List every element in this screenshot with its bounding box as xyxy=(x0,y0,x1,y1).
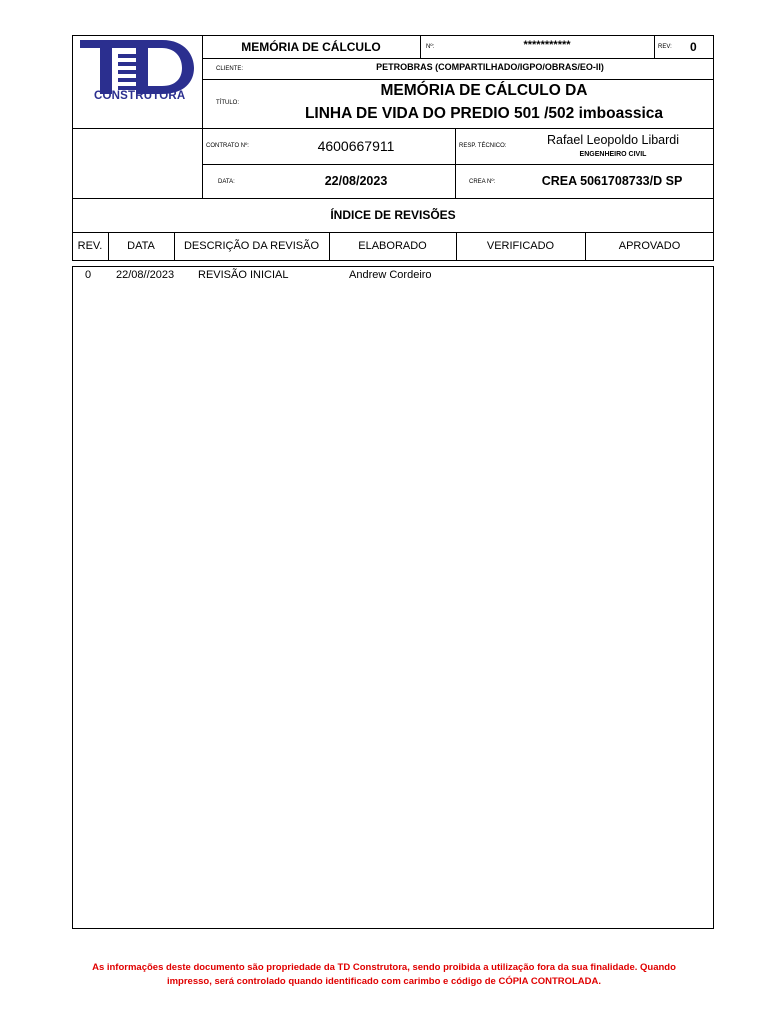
divider xyxy=(72,128,714,129)
col-header-data: DATA xyxy=(127,240,155,252)
cliente-label: CLIENTE: xyxy=(216,66,244,72)
company-logo xyxy=(78,38,196,104)
resp-name: Rafael Leopoldo Libardi xyxy=(546,133,680,147)
row-descricao: REVISÃO INICIAL xyxy=(198,269,289,281)
rev-label: REV: xyxy=(658,44,672,50)
divider xyxy=(202,79,714,80)
resp-role: ENGENHEIRO CIVIL xyxy=(579,151,647,158)
crea-value: CREA 5061708733/D SP xyxy=(541,174,683,188)
row-rev: 0 xyxy=(85,269,92,281)
rev-value: 0 xyxy=(690,40,697,54)
resp-label: RESP. TÉCNICO: xyxy=(459,143,507,149)
cliente-value: PETROBRAS (COMPARTILHADO/IGPO/OBRAS/EO-II) xyxy=(376,62,604,72)
numero-label: Nº: xyxy=(426,44,435,50)
col-header-descricao: DESCRIÇÃO DA REVISÃO xyxy=(183,240,320,252)
revisions-body xyxy=(72,266,714,929)
titulo-line2: LINHA DE VIDA DO PREDIO 501 /502 imboassica xyxy=(304,105,664,122)
divider xyxy=(420,35,421,58)
contrato-value: 4600667911 xyxy=(317,138,395,154)
row-data: 22/08//2023 xyxy=(116,269,175,281)
titulo-line1: MEMÓRIA DE CÁLCULO DA xyxy=(380,82,588,99)
divider xyxy=(455,128,456,198)
company-name: CONSTRUTORA xyxy=(94,90,186,102)
divider xyxy=(72,232,714,233)
col-header-verificado: VERIFICADO xyxy=(486,240,555,252)
col-header-aprovado: APROVADO xyxy=(618,240,681,252)
divider xyxy=(202,35,203,198)
data-label: DATA: xyxy=(218,179,235,185)
footer-notice-line2: impresso, será controlado quando identificado com carimbo e código de CÓPIA CONTROLADA. xyxy=(166,976,602,987)
divider xyxy=(72,198,714,199)
col-header-elaborado: ELABORADO xyxy=(358,240,427,252)
numero-value: *********** xyxy=(523,39,571,51)
titulo-label: TÍTULO: xyxy=(216,100,240,106)
contrato-label: CONTRATO Nº: xyxy=(206,143,249,149)
data-value: 22/08/2023 xyxy=(324,174,388,188)
crea-label: CREA Nº: xyxy=(469,179,496,185)
row-elaborado: Andrew Cordeiro xyxy=(349,269,432,281)
col-header-rev: REV. xyxy=(77,240,103,252)
doc-type: MEMÓRIA DE CÁLCULO xyxy=(241,40,381,54)
divider xyxy=(654,35,655,58)
footer-notice-line1: As informações deste documento são propriedade da TD Construtora, sendo proibida a utilização fora da sua finalidade. Quando xyxy=(92,962,676,973)
revisions-title: ÍNDICE DE REVISÕES xyxy=(330,208,456,222)
divider xyxy=(202,164,714,165)
divider xyxy=(202,58,714,59)
